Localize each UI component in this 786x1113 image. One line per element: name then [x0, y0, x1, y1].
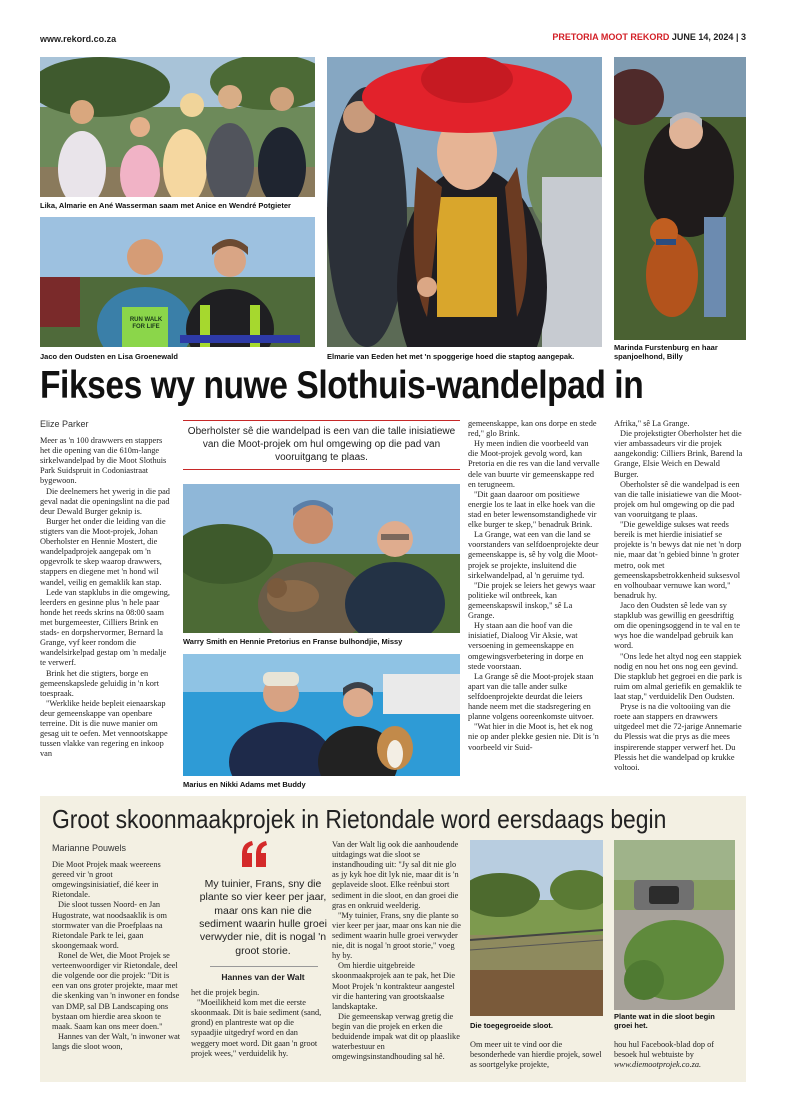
caption-photo-5: Warry Smith en Hennie Pretorius en Franse bulhondjie, Missy [183, 637, 403, 646]
paragraph: gemeenskappe, kan ons dorpe en stede red," glo Brink. [468, 419, 597, 439]
paragraph: Van der Walt lig ook die aanhoudende uitdagings wat die sloot se instandhouding uit: "Jy sal dit nie glo as jy kyk hoe dit lyk nie, maar dit is 'n geplaveide sloot. Elke reënbui stort sediment in die sloot, en dan groei die gras en onkruid weelderig. [332, 840, 459, 910]
project-website-link[interactable]: www.diemootprojek.co.za. [614, 1060, 702, 1070]
paragraph: Oberholster sê die wandelpad is een van die talle inisiatiewe van die Moot-projek om hul omgewing op die pad van vooruitgang te plaas. [614, 479, 742, 519]
caption-photo-3: Elmarie van Eeden het met 'n spoggerige hoed die staptog aangepak. [327, 352, 575, 361]
article1-column-1 [40, 436, 172, 790]
paragraph: Hy meen indien die voorbeeld van die Moot-projek gevolg word, kan Pretoria en die res van die land vervalle dele van buurte vir gemeenskappe red en terugneem. [468, 439, 600, 489]
article2-column-4-right [614, 1040, 739, 1076]
paragraph: Hannes van der Walt, 'n inwoner wat langs die sloot woon, [52, 1031, 181, 1051]
paragraph: "Die projek se leiers het gewys waar politieke wil ontbreek, kan gemeenskapswil inskop," sê La Grange. [468, 580, 596, 621]
article2-column-2-tail [191, 988, 326, 1076]
paragraph: Om meer uit te vind oor die besonderhede van hierdie projek, sowel as soortgelyke projekte, [470, 1040, 602, 1070]
photo-overgrown-ditch [470, 840, 603, 1016]
photo-den-oudsten-groenewald [40, 217, 315, 347]
paragraph: "Die geweldige sukses wat reeds bereik is met hierdie inisiatief se projekte is 'n bewys dat nie net 'n dorp nie, maar dat 'n gebied binne 'n groter metro, ook met gemeenskapsbetrokkenheid suksesvol en volhoubaar vernuwe kan word," benadruk hy. [614, 520, 742, 600]
article2-byline: Marianne Pouwels [52, 843, 127, 853]
photo-plants-in-ditch [614, 840, 735, 1010]
paper-name: PRETORIA MOOT REKORD [552, 32, 670, 42]
caption-photo-2: Jaco den Oudsten en Lisa Groenewald [40, 352, 178, 361]
article1-column-2 [468, 419, 600, 791]
paragraph: Die gemeenskap verwag gretig die begin van die projek en erken die beduidende impak wat dit op plaaslike waterbestuur en omgewingsinstandhouding sal hê. [332, 1011, 460, 1062]
article2-column-1 [52, 860, 182, 1076]
paragraph: "My tuinier, Frans, sny die plante so vier keer per jaar, maar ons kan nie die sediment waarin hulle groei verwyder nie, dit is nogal 'n groot storie," voeg hy by. [332, 910, 461, 961]
paragraph: "Moeilikheid kom met die eerste skoonmaak. Dit is baie sediment (sand, grond) en plantreste wat op die sypaadjie uitgedryf word en dan weggery moet word. Dit gaan 'n groot projek wees," verduidelik hy. [191, 998, 322, 1058]
paragraph [614, 1040, 739, 1070]
paragraph: La Grange, wat een van die land se voorstanders van selfdoenprojekte deur gemeenskappe is, sê hy volg die Moot-projek se projekte, insluitend die sirkelwandelpad, al 'n geruime tyd. [468, 530, 599, 580]
website-url[interactable]: www.rekord.co.za [40, 34, 117, 44]
paragraph: Lede van stapklubs in die omgewing, leerders en gesinne plus 'n hele paar honde het reeds skrins na 08:00 saam met burgemeester, Cilliers Brink en stads- en dorpshervormer, Bernard la Grange, vyf keer rondom die wandelsirkelpad gestap om 'n medalje te verwerf. [40, 587, 170, 668]
article1-byline: Elize Parker [40, 419, 89, 429]
page-header [552, 32, 746, 42]
quote-mark-icon [240, 840, 268, 870]
header-separator: | [735, 32, 739, 42]
paragraph: Die sloot tussen Noord- en Jan Hugostrate, wat noodsaaklik is om stormwater van die Proefplaas na Rietondale Park te lei, gaan skoongemaak word. [52, 900, 167, 950]
page-number: 3 [740, 32, 746, 42]
paragraph: Hy staan aan die hoof van die inisiatief, Dialoog Vir Aksie, wat versoening in gemeenskappe en omgewingsverbetering in dorpe en stede voorstaan. [468, 621, 584, 671]
paragraph: Pryse is na die voltooiing van die roete aan stappers en drawwers uitgedeel met die 72-jarige Annemarie du Plessis wat die prys as die mees inspirerende stapper verwerf het. Du Plessis het die wandelpad op krukke voltooi. [614, 702, 742, 772]
caption-photo-6: Marius en Nikki Adams met Buddy [183, 780, 306, 789]
paragraph: Afrika," sê La Grange. [614, 419, 690, 428]
article2-pull-quote: My tuinier, Frans, sny die plante so vier keer per jaar, maar ons kan nie die sediment waarin hulle groei verwyder nie, dit is nogal 'n groot storie. [199, 878, 327, 957]
paragraph: "Wat hier in die Moot is, het ek nog nie op ander plekke gesien nie. Dit is 'n voorbeeld vir Suid- [468, 722, 599, 752]
paragraph: Die Moot Projek maak weereens gereed vir 'n groot omgewingsinisiatief, dié keer in Rietondale. [52, 860, 161, 900]
paragraph: Die projekstigter Oberholster het die vier ambassadeurs vir die projek aangekondig: Cilliers Brink, Barend la Grange, Elsie Weich en Dewald Burger. [614, 429, 743, 479]
photo-marinda-furstenburg [614, 57, 746, 340]
paragraph: Die deelnemers het ywerig in die pad geval nadat die openingslint na die pad deur Dewald Burger geknip is. [40, 486, 170, 516]
paragraph: Jaco den Oudsten sê lede van sy stapklub was gewillig en geesdriftig om die openingsoggend in te val en te wys hoe die wandelpad gebruik kan word. [614, 600, 741, 651]
paragraph: "Werklike heide bepleit eienaarskap deur gemeenskappe van openbare terreine. Dit is die nuwe manier om gesag uit te oefen. Met vennootskappe tussen vlakke van regering en inkoop van [40, 698, 168, 759]
paragraph: Burger het onder die leiding van die stigters van die Moot-projek, Johan Oberholster en Hennie Mostert, die wandelpadprojek aangepak om 'n opgevrolk te skep waarop drawwers, stappers en diegene met 'n hond wil wandel, veilig en gemaklik kan stap. [40, 516, 166, 587]
article2-column-4-left [470, 1040, 603, 1076]
photo-wasserman-family [40, 57, 315, 197]
paragraph: "Dit gaan daaroor om positiewe energie los te laat in elke hoek van die stad en beter lewensomstandighede vir elke burger te skep," benadruk Brink. [468, 489, 597, 530]
shirt-logo-text: RUN WALK FOR LIFE [129, 317, 163, 330]
photo-marius-nikki-adams [183, 654, 460, 776]
article2-headline: Groot skoonmaakprojek in Rietondale word eersdaags begin [52, 804, 667, 834]
article1-headline: Fikses wy nuwe Slothuis-wandelpad in [40, 364, 644, 407]
paragraph: Ronel de Wet, die Moot Projek se verteenwoordiger vir Rietondale, deel die volgende oor die projek: "Dit is een van ons groter projekte, maar met die skenking van 'n inwoner en fondse van DMP, sal DB Landscaping ons bystaan om hierdie area skoon te maak. Saam kan ons meer doen." [52, 950, 180, 1031]
paragraph: "Ons lede het altyd nog een stappiek nodig en nou het ons nog een gevind. Die stapklub het gegroei en die park is ruim om almal geriefik en gemaklik te laat stap," verduidelik Den Oudsten. [614, 651, 742, 701]
article2-quote-author: Hannes van der Walt [221, 972, 305, 982]
photo-elmarie-van-eeden [327, 57, 602, 347]
quote-divider [210, 966, 318, 967]
article1-column-3 [614, 419, 746, 791]
photo-smith-pretorius [183, 484, 460, 633]
paragraph: La Grange sê die Moot-projek staan apart van die talle ander sulke selfdoenprojekte deurdat die leiers hande neem met die stadsregering en planne volgens ooreenkomste uitvoer. [468, 671, 594, 722]
caption-plants: Plante wat in die sloot begin groei het. [614, 1012, 715, 1030]
caption-ditch: Die toegegroeide sloot. [470, 1021, 553, 1030]
issue-date: JUNE 14, 2024 [671, 32, 734, 42]
caption-photo-4: Marinda Furstenburg en haar spanjoelhond, Billy [614, 343, 718, 361]
paragraph: Om hierdie uitgebreide skoonmaakprojek aan te pak, het Die Moot Projek 'n kontrakteur aangestel vir die hantering van grootskaalse landskaptake. [332, 961, 456, 1011]
paragraph: het die projek begin. [191, 988, 260, 997]
article2-column-3 [332, 840, 462, 1076]
caption-photo-1: Lika, Almarie en Ané Wasserman saam met Anice en Wendré Potgieter [40, 201, 291, 210]
paragraph: Brink het die stigters, borge en gemeenskapslede geluidig in 'n kort toespraak. [40, 668, 160, 698]
article1-pull-quote: Oberholster sê die wandelpad is een van die talle inisiatiewe van die Moot-projek om hul omgewing op die pad van vooruitgang te plaas. [183, 420, 460, 470]
paragraph: Meer as 'n 100 drawwers en stappers het die opening van die 610m-lange sirkelwandelpad by die Moot Slothuis Park Suidspruit in Codoniastraat bygewoon. [40, 436, 167, 486]
paragraph-text: hou hul Facebook-blad dop of besoek hul webtuiste by [614, 1040, 715, 1060]
